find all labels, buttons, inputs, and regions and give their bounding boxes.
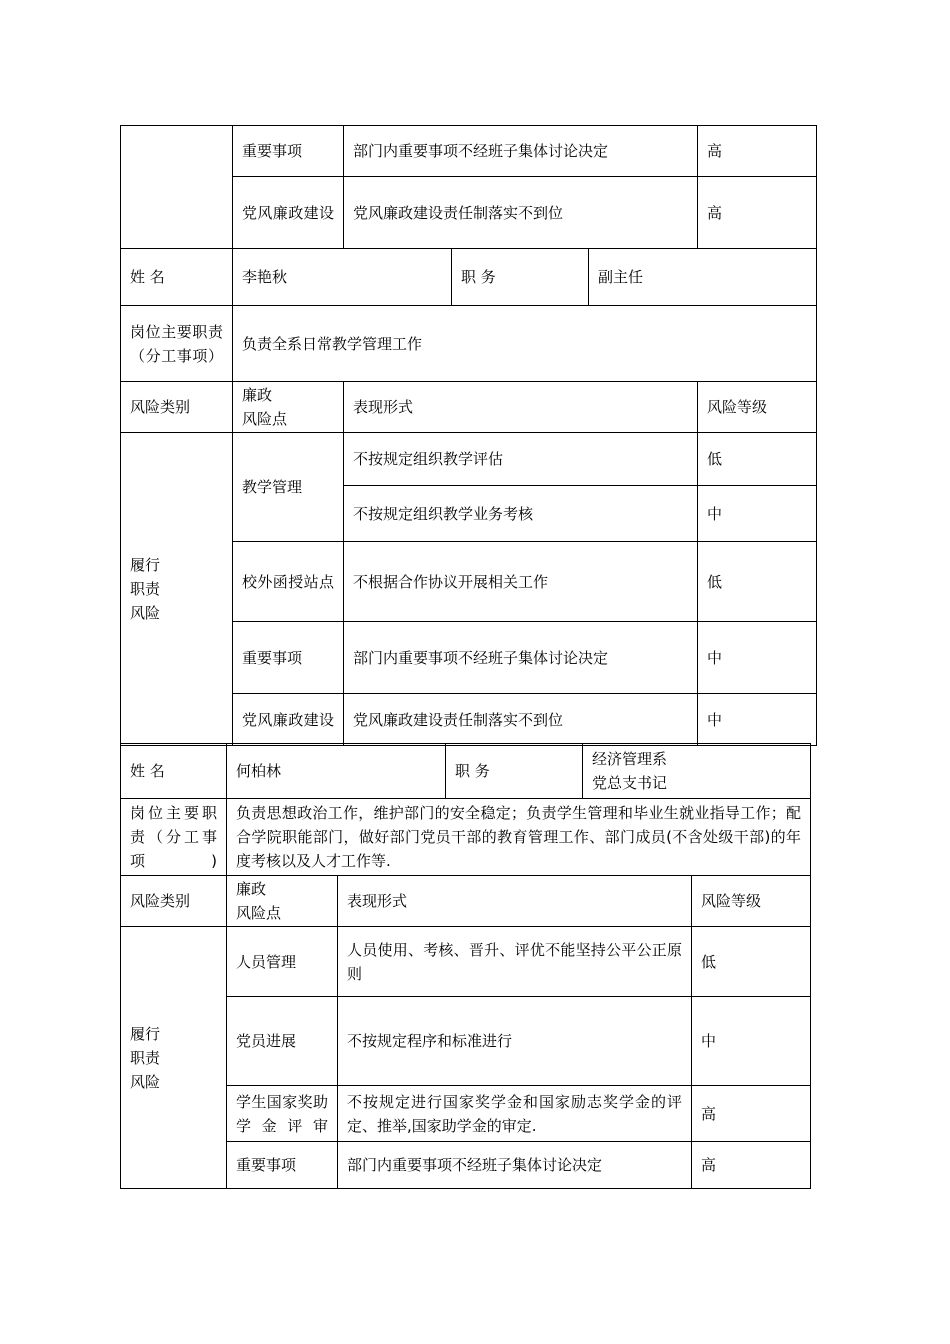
risk-form-cell: 部门内重要事项不经班子集体讨论决定 xyxy=(344,622,698,694)
risk-level-cell: 中 xyxy=(698,622,817,694)
risk-table-continuation xyxy=(120,125,817,249)
risk-point-cell: 党风廉政建设 xyxy=(233,177,344,249)
risk-point-cell: 校外函授站点 xyxy=(233,542,344,622)
risk-form-cell: 不根据合作协议开展相关工作 xyxy=(344,542,698,622)
risk-point-cell: 党风廉政建设 xyxy=(233,694,344,746)
person-name: 何柏林 xyxy=(227,744,446,799)
name-label: 姓 名 xyxy=(121,744,227,799)
category-cell: 履行 职责 风险 xyxy=(121,433,233,746)
table-row xyxy=(121,927,811,997)
risk-form-cell: 人员使用、考核、晋升、评优不能坚持公平公正原则 xyxy=(338,927,692,997)
header-point: 廉政 风险点 xyxy=(233,382,344,433)
table-row xyxy=(121,126,817,177)
post-label: 职 务 xyxy=(452,249,589,306)
duty-text: 负责思想政治工作，维护部门的安全稳定；负责学生管理和毕业生就业指导工作；配合学院职能部门，做好部门党员干部的教育管理工作、部门成员(不含处级干部)的年度考核以及人才工作等. xyxy=(227,799,811,876)
name-label: 姓 名 xyxy=(121,249,233,306)
risk-level-cell: 中 xyxy=(692,997,811,1086)
risk-level-cell: 中 xyxy=(698,486,817,542)
risk-table-he xyxy=(120,743,811,1189)
header-form: 表现形式 xyxy=(344,382,698,433)
category-cell-empty xyxy=(121,126,233,249)
risk-point-cell: 重要事项 xyxy=(233,126,344,177)
risk-point-cell: 教学管理 xyxy=(233,433,344,542)
category-cell: 履行 职责 风险 xyxy=(121,927,227,1189)
risk-point-cell: 重要事项 xyxy=(227,1142,338,1189)
risk-level-cell: 低 xyxy=(692,927,811,997)
risk-form-cell: 不按规定组织教学业务考核 xyxy=(344,486,698,542)
risk-form-cell: 部门内重要事项不经班子集体讨论决定 xyxy=(338,1142,692,1189)
header-row xyxy=(121,876,811,927)
risk-level-cell: 高 xyxy=(698,126,817,177)
header-category: 风险类别 xyxy=(121,382,233,433)
duty-row xyxy=(121,306,817,382)
risk-point-cell: 学生国家奖助学金评审 xyxy=(227,1086,338,1142)
risk-level-cell: 低 xyxy=(698,542,817,622)
risk-form-cell: 不按规定进行国家奖学金和国家励志奖学金的评定、推举,国家助学金的审定. xyxy=(338,1086,692,1142)
header-form: 表现形式 xyxy=(338,876,692,927)
risk-form-cell: 部门内重要事项不经班子集体讨论决定 xyxy=(344,126,698,177)
header-row xyxy=(121,382,817,433)
risk-table-li xyxy=(120,248,817,746)
risk-level-cell: 高 xyxy=(698,177,817,249)
name-row xyxy=(121,744,811,799)
header-level: 风险等级 xyxy=(692,876,811,927)
header-level: 风险等级 xyxy=(698,382,817,433)
risk-form-cell: 不按规定组织教学评估 xyxy=(344,433,698,486)
risk-form-cell: 不按规定程序和标准进行 xyxy=(338,997,692,1086)
risk-level-cell: 高 xyxy=(692,1142,811,1189)
risk-level-cell: 中 xyxy=(698,694,817,746)
name-row xyxy=(121,249,817,306)
risk-level-cell: 低 xyxy=(698,433,817,486)
risk-point-cell: 重要事项 xyxy=(233,622,344,694)
duty-text: 负责全系日常教学管理工作 xyxy=(233,306,817,382)
person-post: 副主任 xyxy=(589,249,817,306)
risk-point-cell: 党员进展 xyxy=(227,997,338,1086)
person-name: 李艳秋 xyxy=(233,249,452,306)
duty-label: 岗位主要职责（分工事项） xyxy=(121,306,233,382)
header-category: 风险类别 xyxy=(121,876,227,927)
risk-level-cell: 高 xyxy=(692,1086,811,1142)
risk-form-cell: 党风廉政建设责任制落实不到位 xyxy=(344,694,698,746)
risk-point-cell: 人员管理 xyxy=(227,927,338,997)
duty-row xyxy=(121,799,811,876)
header-point: 廉政 风险点 xyxy=(227,876,338,927)
table-row xyxy=(121,433,817,486)
post-label: 职 务 xyxy=(446,744,583,799)
risk-form-cell: 党风廉政建设责任制落实不到位 xyxy=(344,177,698,249)
person-post: 经济管理系 党总支书记 xyxy=(583,744,811,799)
duty-label: 岗位主要职责（分工事项) xyxy=(121,799,227,876)
